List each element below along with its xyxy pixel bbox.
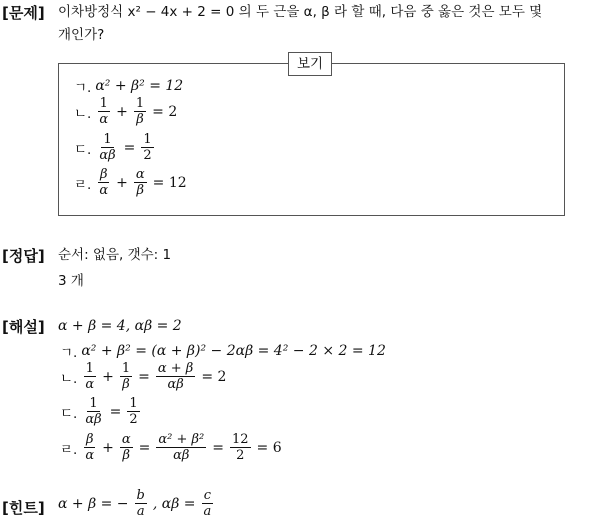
answer-line1: 순서: 없음, 갯수: 1 <box>58 247 172 263</box>
fraction: $\frac{1}{\beta}$ <box>135 96 145 127</box>
fraction: $\frac{\alpha}{\beta}$ <box>121 432 131 463</box>
choice-marker: ㄱ. <box>74 80 92 96</box>
choices-box-title: 보기 <box>288 52 332 76</box>
solution-step-4: ㄹ. $\frac{\beta}{\alpha}$ + $\frac{\alpha}{\beta}$ = $\frac{\text{α² + β²}}{\alpha\beta}$ = $\frac{12}{2}$ = 6 <box>60 432 282 463</box>
fraction: $\frac{1}{\alpha}$ <box>99 96 109 127</box>
solution-step-3: ㄷ. $\frac{1}{\alpha\beta}$ = $\frac{1}{2}$ <box>60 396 138 427</box>
solution-line1: α + β = 4, αβ = 2 <box>58 318 182 334</box>
fraction: $\frac{1}{\alpha\beta}$ <box>85 396 102 427</box>
choice-item-3: ㄷ. $\frac{1}{\alpha\beta}$ = $\frac{1}{2}$ <box>74 132 152 163</box>
choice-item-1 <box>74 76 183 96</box>
fraction: $\frac{\alpha}{\beta}$ <box>135 167 145 198</box>
choice-marker: ㄷ. <box>74 141 92 158</box>
fraction: $\frac{1}{2}$ <box>143 132 152 163</box>
fraction: $\frac{\alpha + \beta}{\alpha\beta}$ <box>157 361 194 392</box>
fraction: $\frac{1}{\alpha\beta}$ <box>99 132 116 163</box>
choice-text: α² + β² = 12 <box>95 78 184 94</box>
fraction: $\frac{\beta}{\alpha}$ <box>85 432 95 463</box>
answer-label: [정답] <box>2 247 45 265</box>
problem-label: [문제] <box>2 4 45 22</box>
hint-label: [힌트] <box>2 499 45 517</box>
fraction: $\frac{1}{2}$ <box>129 396 138 427</box>
problem-text-line2: 개인가? <box>58 27 105 43</box>
answer-line2: 3 개 <box>58 273 84 289</box>
solution-step-2: ㄴ. $\frac{1}{\alpha}$ + $\frac{1}{\beta}$ = $\frac{\alpha + \beta}{\alpha\beta}$ = 2 <box>60 361 227 392</box>
choice-item-2: ㄴ. $\frac{1}{\alpha}$ + $\frac{1}{\beta}$ = 2 <box>74 96 178 127</box>
hint-formula: α + β = − $\frac{b}{a}$ , αβ = $\frac{c}{a}$ <box>58 488 212 519</box>
solution-label: [해설] <box>2 318 45 336</box>
problem-text-line1: 이차방정식 x² − 4x + 2 = 0 의 두 근을 α, β 라 할 때, 다음 중 옳은 것은 모두 몇 <box>58 4 543 20</box>
choice-marker: ㄴ. <box>74 105 92 122</box>
fraction: $\frac{c}{a}$ <box>203 488 212 519</box>
choice-item-4: ㄹ. $\frac{\beta}{\alpha}$ + $\frac{\alpha}{\beta}$ = 12 <box>74 167 187 198</box>
fraction: $\frac{\beta}{\alpha}$ <box>99 167 109 198</box>
solution-step-1: ㄱ. α² + β² = (α + β)² − 2αβ = 4² − 2 × 2 = 12 <box>60 343 386 361</box>
fraction: $\frac{b}{a}$ <box>136 488 145 519</box>
fraction: $\frac{\text{α² + β²}}{\alpha\beta}$ <box>158 432 205 463</box>
choice-marker: ㄹ. <box>74 176 92 193</box>
fraction: $\frac{1}{\beta}$ <box>121 361 131 392</box>
fraction: $\frac{12}{2}$ <box>231 432 249 463</box>
fraction: $\frac{1}{\alpha}$ <box>85 361 95 392</box>
